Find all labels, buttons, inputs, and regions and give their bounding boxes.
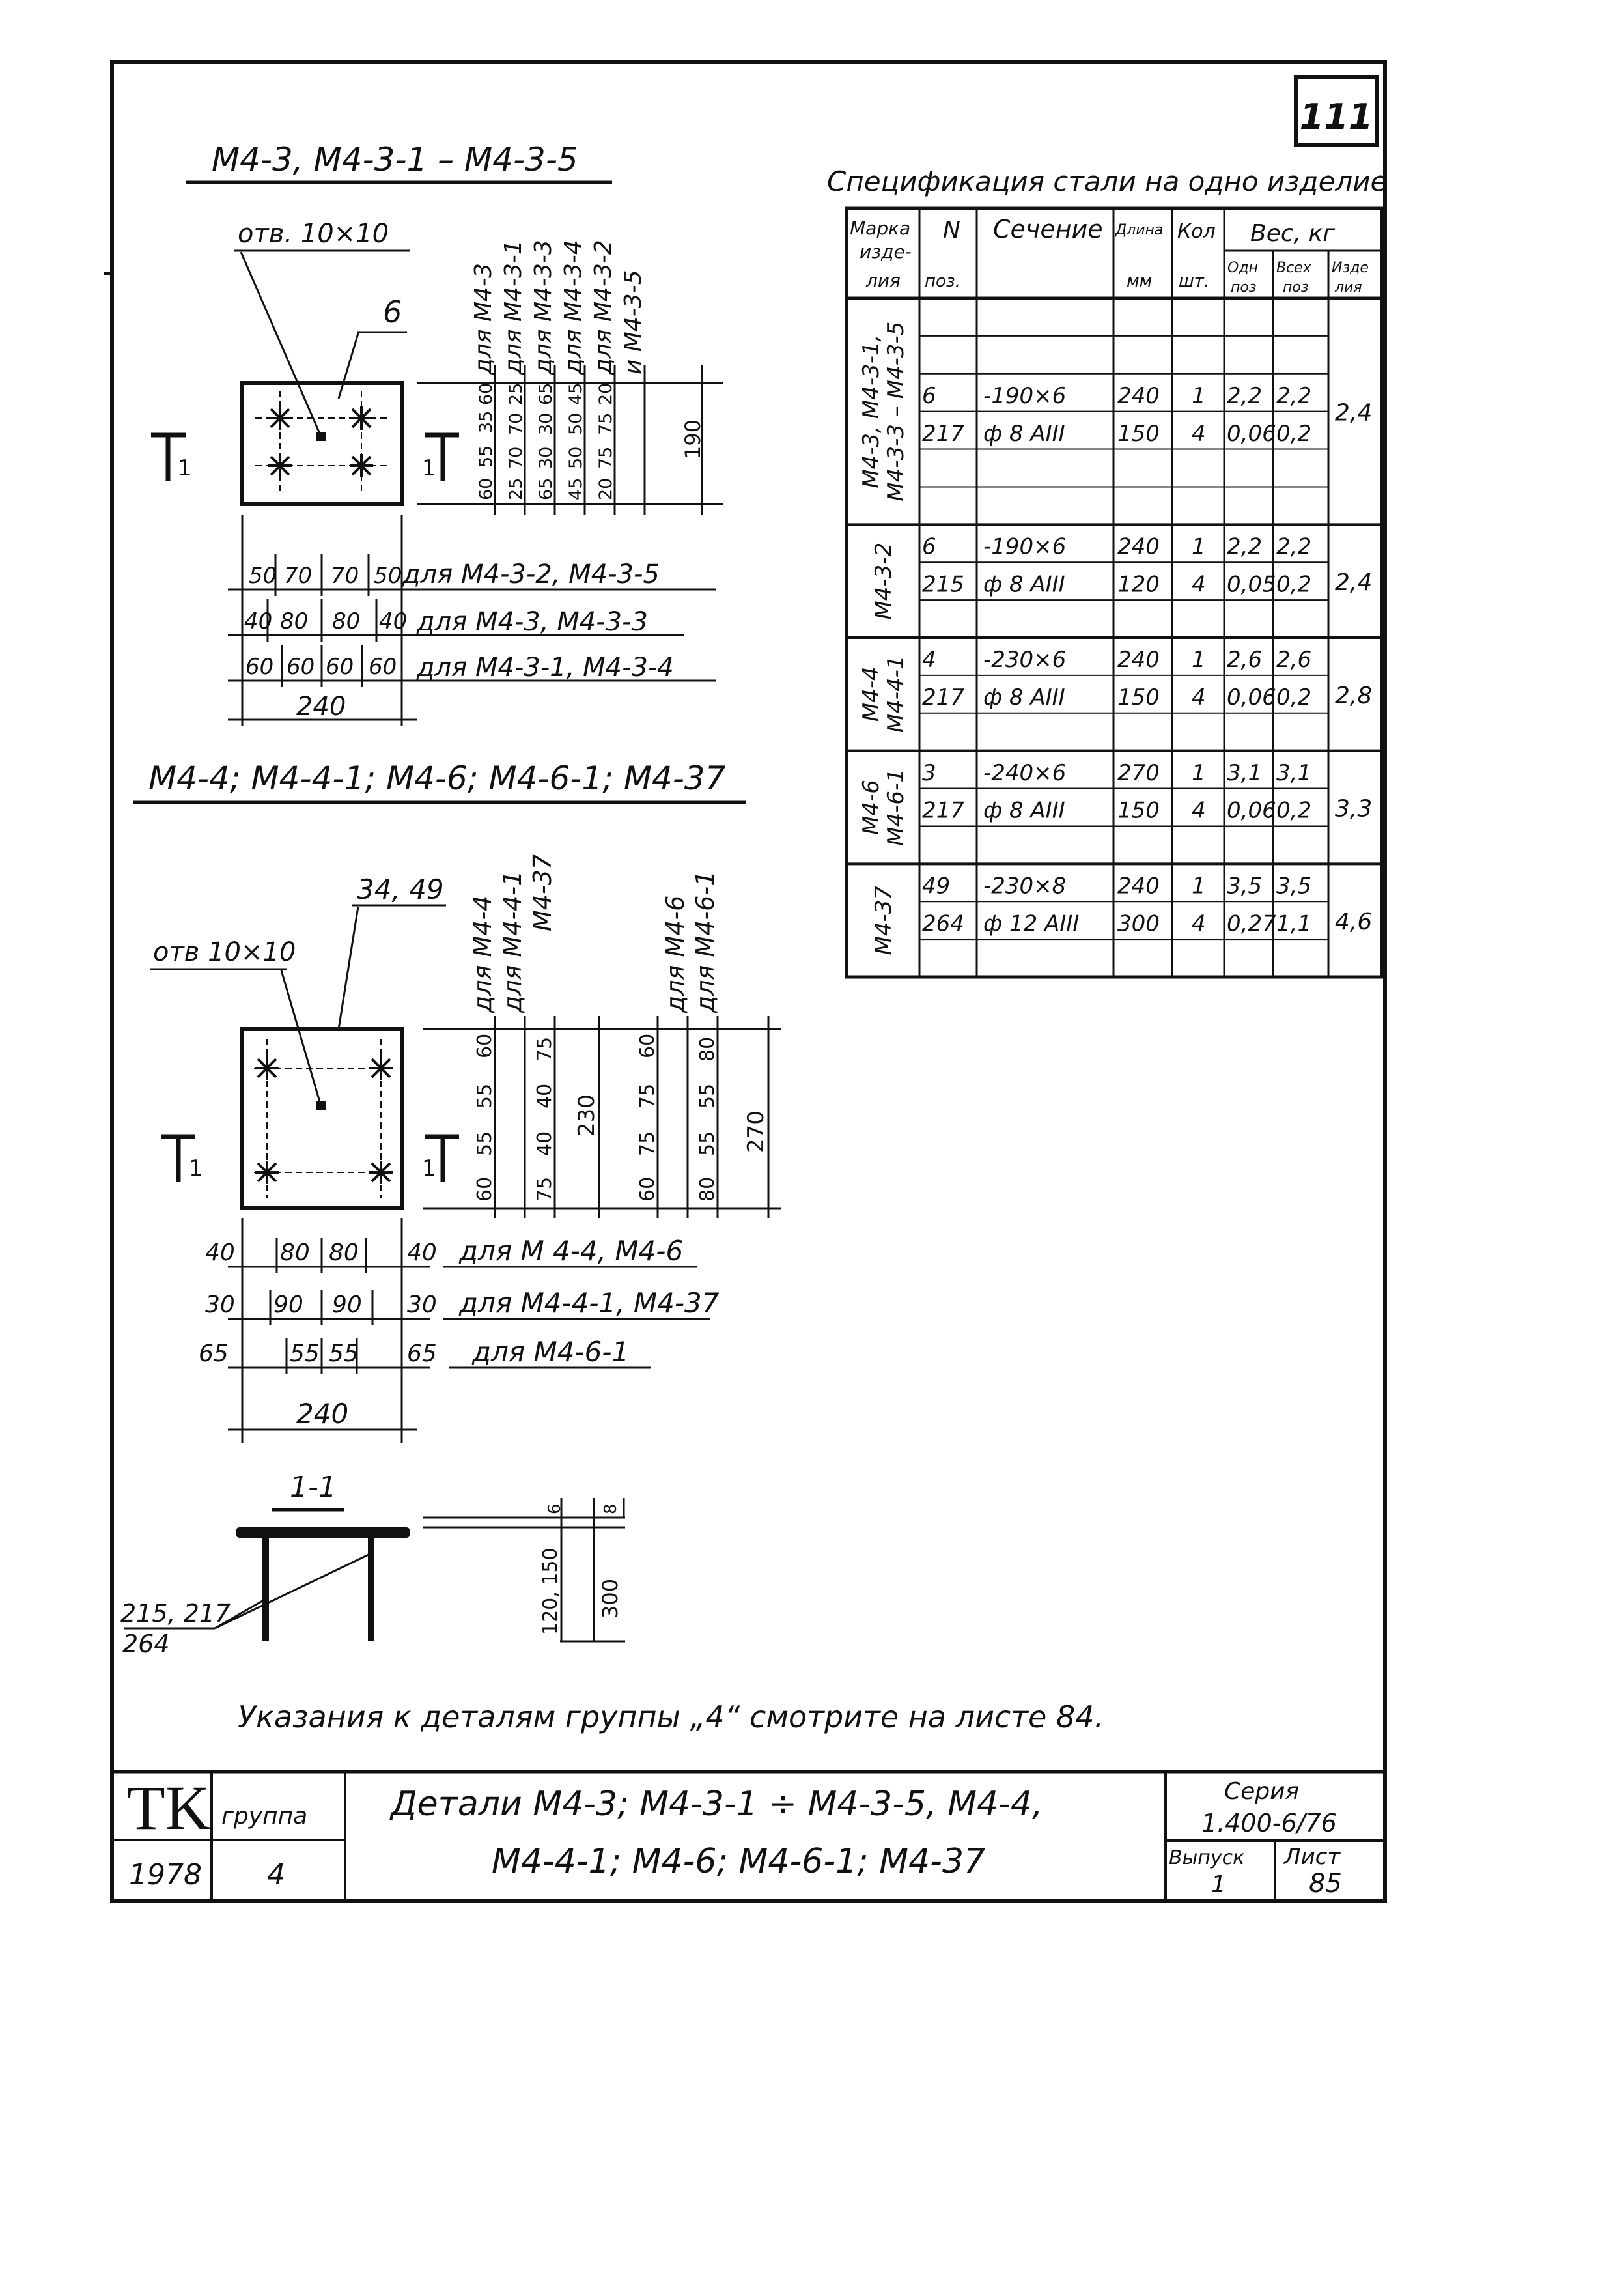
issue-number: 1 (1211, 1871, 1226, 1898)
hdim-value: 70 (284, 563, 313, 589)
vdim-value: 75 (636, 1131, 659, 1156)
hdim-value: 40 (205, 1239, 235, 1266)
vdim-value: 75 (596, 446, 616, 469)
vdim-value: 20 (596, 382, 616, 405)
vdim-value: 25 (506, 382, 526, 405)
hdim-value: 40 (244, 608, 273, 634)
spec-cell-all: 0,2 (1276, 685, 1312, 711)
spec-cell-length: 270 (1117, 759, 1160, 786)
vdim-value: 40 (533, 1083, 556, 1109)
vdim-value: 60 (636, 1176, 659, 1202)
hdim-row-label-1: для М4-3-2, М4-3-5 (402, 559, 660, 589)
section-stud-right (368, 1537, 374, 1641)
vdim-value: 75 (533, 1036, 556, 1062)
spec-cell-length: 300 (1117, 911, 1160, 937)
spec-cell-one: 2,6 (1227, 647, 1263, 673)
spec-cell-all: 3,5 (1276, 873, 1312, 899)
vdim-value: 50 (566, 412, 586, 435)
hdim-value: 90 (273, 1292, 303, 1318)
hdr-weight: Вес, кг (1250, 220, 1336, 247)
detail-m4-4-group (133, 759, 781, 1443)
spec-group-mark: М4-6 (858, 780, 884, 835)
spec-cell-one: 0,06 (1227, 685, 1276, 711)
spec-cell-all: 1,1 (1276, 911, 1312, 937)
section-dim-8: 8 (601, 1503, 621, 1514)
spec-cell-all: 2,2 (1276, 533, 1312, 560)
section-dim-6: 6 (545, 1503, 565, 1514)
sheet-number-tb: 85 (1309, 1869, 1342, 1899)
spec-cell-qty: 1 (1192, 647, 1206, 673)
section-cut-1-1 (120, 1471, 625, 1658)
hdim-value: 30 (205, 1292, 235, 1318)
spec-cell-pos: 217 (922, 420, 964, 447)
hdim-row-label-3: для М4-3-1, М4-3-4 (417, 653, 674, 683)
vdim-value: 25 (506, 477, 526, 500)
spec-cell-one: 2,2 (1227, 382, 1263, 409)
vdim-value: 80 (696, 1176, 719, 1202)
spec-cell-all: 0,2 (1276, 797, 1312, 824)
spec-cell-length: 150 (1117, 797, 1160, 824)
vdim-value: 60 (473, 1176, 496, 1202)
spec-cell-pos: 217 (922, 797, 964, 824)
spec-group-mark: М4-3, М4-3-1, (858, 334, 884, 488)
spec-cell-qty: 4 (1192, 571, 1206, 598)
section-label-264: 264 (122, 1630, 170, 1658)
section-mark-left-1-label: 1 (178, 455, 192, 481)
series-label: Серия (1224, 1778, 1300, 1805)
vdim-overall-2a: 230 (574, 1094, 600, 1137)
hdim2-row-label-3: для М4-6-1 (472, 1336, 630, 1368)
hdr-pos: поз. (925, 272, 960, 291)
hdim-value: 60 (326, 654, 354, 680)
spec-cell-all: 3,1 (1276, 759, 1312, 786)
spec-cell-section: ф 8 АIII (983, 571, 1065, 598)
vcol2-label-1: для М4-4 (468, 895, 497, 1013)
hdr-w-one: Одн (1227, 260, 1258, 276)
stud-marks-2 (255, 1056, 393, 1184)
vcol2-label-4: для М4-6 (661, 895, 690, 1013)
hdim-value: 80 (332, 608, 361, 634)
spec-cell-length: 120 (1117, 571, 1160, 598)
section-dim-120-150: 120, 150 (539, 1548, 562, 1635)
group-number: 4 (267, 1858, 285, 1891)
vcol2-label-2: для М4-4-1 (498, 870, 527, 1013)
hdr-qty: шт. (1179, 272, 1210, 291)
vcol-label-1: для М4-3 (470, 263, 497, 375)
spec-cell-pos: 264 (922, 911, 964, 937)
vdim-value: 70 (506, 412, 526, 435)
year: 1978 (129, 1858, 202, 1891)
hdim2-row-label-1: для М 4-4, М4-6 (459, 1235, 684, 1267)
spec-cell-one: 0,27 (1227, 911, 1276, 937)
plate-pos-label-1: 6 (383, 294, 402, 330)
hdr-w-all: Всех (1276, 260, 1311, 276)
hdim-value: 60 (369, 654, 397, 680)
hdim2-row-label-2: для М4-4-1, М4-37 (459, 1287, 720, 1319)
spec-cell-qty: 1 (1192, 759, 1206, 786)
spec-group-mark: М4-6-1 (883, 769, 909, 846)
hdim-value: 50 (249, 563, 277, 589)
vdim-value: 35 (476, 410, 496, 433)
spec-group-mark: М4-4 (858, 666, 884, 722)
plate-pos-label-2: 34, 49 (357, 873, 444, 905)
spec-cell-qty: 1 (1192, 382, 1206, 409)
spec-cell-pos: 3 (922, 759, 936, 786)
vdim-value: 65 (536, 477, 556, 500)
spec-cell-qty: 4 (1192, 797, 1206, 824)
spec-group-mark: М4-37 (871, 885, 897, 955)
spec-cell-qty: 4 (1192, 420, 1206, 447)
vdim-value: 30 (536, 446, 556, 469)
spec-cell-length: 240 (1117, 873, 1160, 899)
section-mark-left-2-label: 1 (189, 1155, 203, 1181)
section-dim-300: 300 (598, 1578, 623, 1619)
hole-leader-2 (281, 970, 320, 1104)
vdim-value: 55 (473, 1083, 496, 1109)
spec-group-total: 2,8 (1335, 682, 1373, 709)
section-plate (236, 1527, 410, 1538)
spec-cell-qty: 4 (1192, 911, 1206, 937)
title-block (112, 1772, 1385, 1901)
hdim-value: 90 (332, 1292, 362, 1318)
detail-m4-4-title: М4-4; М4-4-1; М4-6; М4-6-1; М4-37 (148, 759, 726, 797)
vcol-label-5: для М4-3-2 (590, 240, 617, 375)
hdr-w-all: поз (1283, 279, 1309, 296)
vdim-value: 60 (473, 1033, 496, 1058)
spec-cell-one: 2,2 (1227, 533, 1263, 560)
hdim-value: 65 (407, 1340, 437, 1367)
hdr-mark: Марка (850, 218, 911, 239)
hdim-overall-1: 240 (296, 692, 346, 722)
drawing-name-1: Детали М4-3; М4-3-1 ÷ М4-3-5, М4-4, (391, 1785, 1043, 1824)
hdim-values-1 (244, 563, 407, 680)
spec-cell-length: 240 (1117, 533, 1160, 560)
hdr-mark: лия (866, 270, 901, 291)
drawing-name-2: М4-4-1; М4-6; М4-6-1; М4-37 (492, 1842, 986, 1881)
vdim-value: 45 (566, 382, 586, 405)
vdim-value: 75 (596, 412, 616, 435)
hdr-length: мм (1127, 272, 1153, 291)
vdim-value: 75 (533, 1176, 556, 1202)
spec-cell-length: 240 (1117, 382, 1160, 409)
spec-cell-all: 0,2 (1276, 420, 1312, 447)
vdim-value: 65 (536, 382, 556, 405)
spec-group-total: 2,4 (1335, 399, 1373, 427)
spec-cell-one: 0,05 (1227, 571, 1276, 598)
vdim-value: 40 (533, 1131, 556, 1156)
spec-group-total: 2,4 (1335, 569, 1373, 597)
spec-cell-section: -230×6 (983, 647, 1067, 673)
vdim-value: 75 (636, 1083, 659, 1109)
spec-cell-pos: 217 (922, 685, 964, 711)
plate-pos-leader-1 (339, 333, 358, 399)
hdim-value: 40 (407, 1239, 437, 1266)
vcol-label-6: и М4-3-5 (620, 270, 647, 375)
hdim-value: 80 (280, 608, 309, 634)
vdim-overall-1: 190 (680, 419, 705, 459)
sheet-frame (112, 62, 1388, 1901)
section-stud-left (262, 1537, 269, 1641)
hdr-pos: N (943, 217, 960, 244)
vdim-value: 80 (696, 1036, 719, 1062)
hdr-w-item: Изде (1332, 260, 1369, 276)
vdim-value: 45 (566, 477, 586, 500)
spec-cell-one: 3,5 (1227, 873, 1263, 899)
hdr-length: Длина (1115, 222, 1164, 238)
spec-cell-pos: 49 (922, 873, 951, 899)
spec-cell-section: ф 12 АIII (983, 911, 1080, 937)
vdim-value: 60 (476, 477, 496, 500)
hdim-row-label-2: для М4-3, М4-3-3 (417, 607, 648, 637)
series-number: 1.400-6/76 (1201, 1809, 1337, 1837)
note-text: Указания к деталям группы „4“ смотрите на листе 84. (238, 1699, 1104, 1734)
org-mark: TK (127, 1773, 210, 1843)
vdim-values-1 (476, 383, 616, 500)
hdr-qty: Кол (1177, 220, 1216, 243)
hdr-section: Сечение (993, 215, 1103, 244)
spec-group-mark: М4-3-3 – М4-3-5 (883, 321, 909, 502)
hdim-value: 80 (329, 1239, 359, 1266)
spec-cell-all: 2,6 (1276, 647, 1312, 673)
hdr-w-one: поз (1231, 279, 1257, 296)
hdim-value: 80 (280, 1239, 310, 1266)
vdim-value: 50 (566, 446, 586, 469)
hole-label-1: отв. 10×10 (238, 219, 389, 249)
spec-group-mark: М4-4-1 (883, 655, 909, 733)
spec-cell-section: -190×6 (983, 533, 1067, 560)
spec-cell-section: ф 8 АIII (983, 685, 1065, 711)
spec-cell-pos: 6 (922, 533, 936, 560)
vdim-value: 55 (696, 1131, 719, 1156)
vdim-value: 60 (476, 382, 496, 405)
hdim-value: 70 (331, 563, 359, 589)
spec-cell-section: -240×6 (983, 759, 1067, 786)
hole-mark-1 (316, 432, 326, 441)
spec-cell-all: 0,2 (1276, 571, 1312, 598)
hole-mark-2 (316, 1101, 326, 1110)
spec-cell-section: ф 8 АIII (983, 420, 1065, 447)
spec-cell-section: ф 8 АIII (983, 797, 1065, 824)
hdim-value: 55 (290, 1340, 320, 1367)
sheet-label: Лист (1284, 1844, 1341, 1870)
stud-marks-1 (268, 406, 373, 477)
section-label-positions: 215, 217 (120, 1599, 231, 1628)
vdim-value: 55 (696, 1083, 719, 1109)
spec-group-total: 4,6 (1335, 909, 1373, 936)
section-mark-right-1-label: 1 (422, 455, 436, 481)
spec-cell-section: -190×6 (983, 382, 1067, 409)
section-mark-right-2-label: 1 (422, 1155, 436, 1181)
vcol-label-4: для М4-3-4 (560, 240, 587, 375)
detail-m4-3-title: М4-3, М4-3-1 – М4-3-5 (212, 141, 578, 178)
spec-cell-pos: 4 (922, 647, 936, 673)
spec-cell-one: 3,1 (1227, 759, 1263, 786)
spec-title: Спецификация стали на одно изделие (827, 165, 1388, 197)
hdr-w-item: лия (1335, 279, 1362, 296)
spec-cell-one: 0,06 (1227, 797, 1276, 824)
hdim-value: 60 (287, 654, 315, 680)
vdim-value: 60 (636, 1033, 659, 1058)
spec-cell-qty: 1 (1192, 533, 1206, 560)
vcol-label-3: для М4-3-3 (530, 240, 557, 375)
vdim-overall-2b: 270 (743, 1111, 769, 1153)
hdim-value: 65 (199, 1340, 229, 1367)
vcol2-label-5: для М4-6-1 (691, 870, 720, 1013)
vcol-label-2: для М4-3-1 (500, 240, 527, 375)
group-label: группа (221, 1803, 308, 1830)
vdim-value: 20 (596, 477, 616, 500)
spec-cell-section: -230×8 (983, 873, 1067, 899)
hdim-value: 60 (245, 654, 274, 680)
hdim-value: 55 (329, 1340, 359, 1367)
hole-label-2: отв 10×10 (153, 937, 296, 967)
vdim-value: 30 (536, 412, 556, 435)
spec-cell-length: 240 (1117, 647, 1160, 673)
hdim-value: 50 (374, 563, 402, 589)
plate-m4-3 (242, 383, 402, 504)
hdr-mark: изде- (860, 241, 912, 262)
vdim-value: 55 (473, 1131, 496, 1156)
spec-cell-all: 2,2 (1276, 382, 1312, 409)
issue-label: Выпуск (1169, 1846, 1245, 1869)
section-cut-title: 1-1 (290, 1471, 337, 1504)
spec-cell-qty: 1 (1192, 873, 1206, 899)
hdim-value: 40 (379, 608, 408, 634)
spec-group-mark: М4-3-2 (871, 542, 897, 620)
spec-group-total: 3,3 (1335, 795, 1373, 823)
plate-pos-leader-2 (339, 907, 358, 1029)
spec-cell-pos: 215 (922, 571, 964, 598)
detail-m4-3-group (151, 141, 723, 726)
spec-cell-pos: 6 (922, 382, 936, 409)
spec-cell-length: 150 (1117, 420, 1160, 447)
hdim-overall-2: 240 (296, 1398, 349, 1430)
vdim-value: 70 (506, 446, 526, 469)
spec-table (827, 165, 1387, 977)
hdim-value: 30 (407, 1292, 437, 1318)
vcol2-label-3: М4-37 (528, 853, 557, 931)
sheet-number: 111 (1299, 96, 1373, 137)
vdim-value: 55 (476, 445, 496, 468)
spec-cell-one: 0,06 (1227, 420, 1276, 447)
spec-cell-qty: 4 (1192, 685, 1206, 711)
spec-cell-length: 150 (1117, 685, 1160, 711)
section-dim-lines (423, 1498, 625, 1641)
